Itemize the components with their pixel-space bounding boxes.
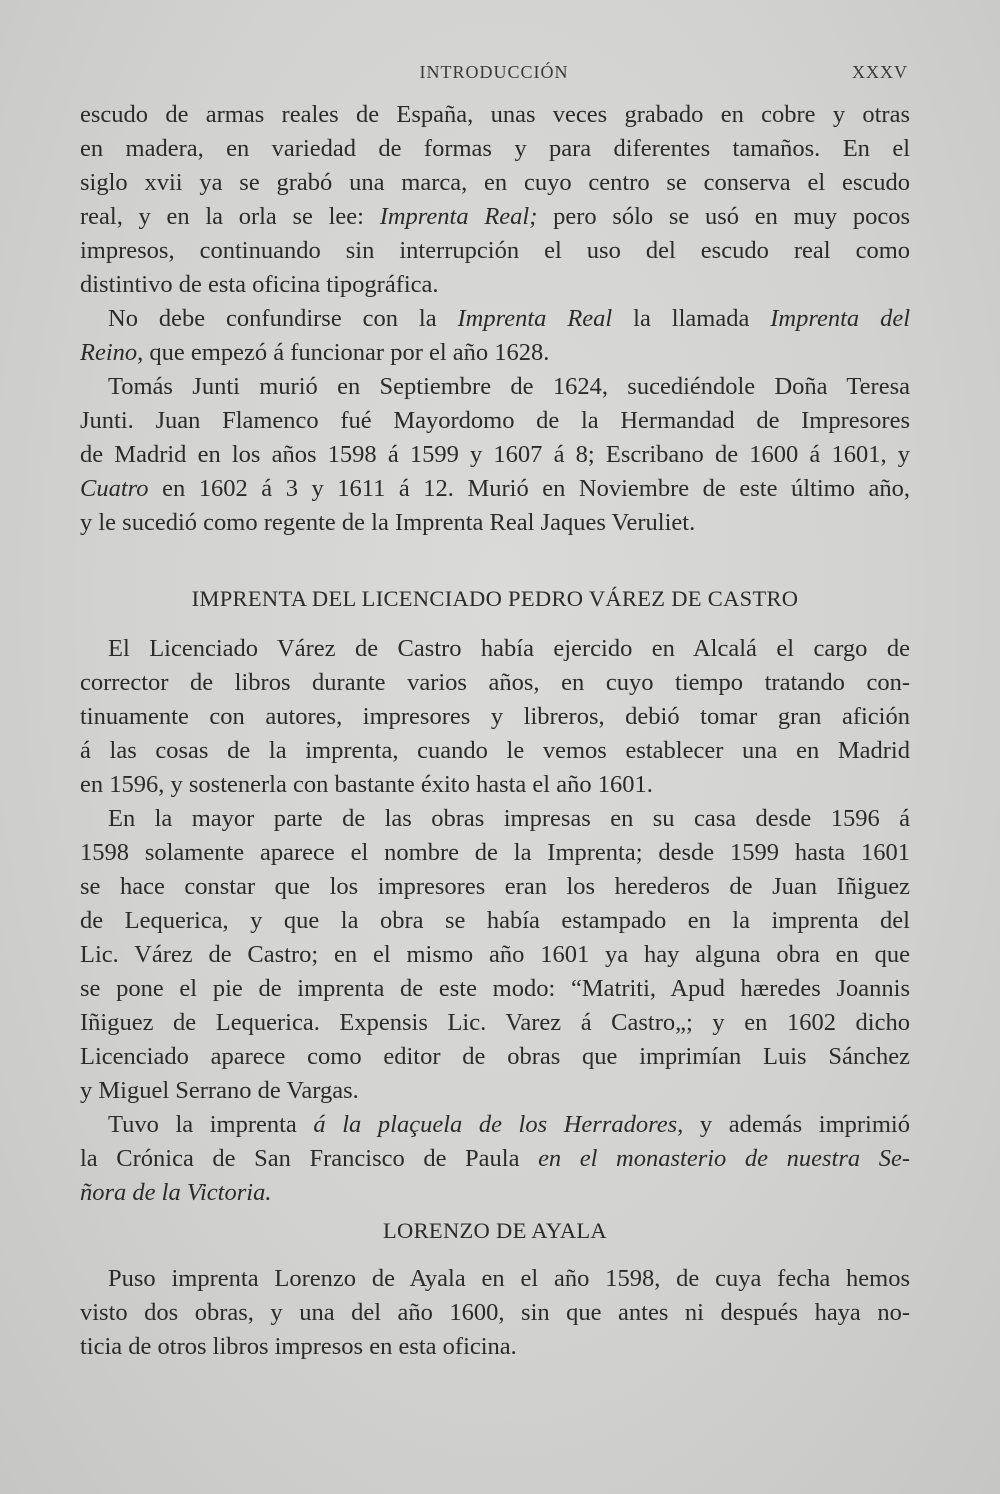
text-line: y le sucedió como regente de la Imprenta Real Jaques Veruliet. [80,509,696,536]
text-line: Tomás Junti murió en Septiembre de 1624, sucediéndole Doña Teresa [108,373,910,400]
text-span: la llamada [612,305,771,332]
text-line: 1598 solamente aparece el nombre de la Imprenta; desde 1599 hasta 1601 [80,839,910,866]
paragraph-ayala [80,1262,910,1364]
text-span: la Crónica de San Francisco de Paula [80,1145,539,1172]
text-line: corrector de libros durante varios años, en cuyo tiempo tratando con- [80,669,910,696]
text-line [80,472,910,506]
text-line: El Licenciado Várez de Castro había ejercido en Alcalá el cargo de [108,635,910,662]
paragraph-escudo [80,98,910,302]
text-line: á las cosas de la imprenta, cuando le vemos establecer una en Madrid [80,737,910,764]
paragraph-tomas-junti [80,370,910,540]
text-line: siglo xvii ya se grabó una marca, en cuyo centro se conserva el escudo [80,169,910,196]
text-line: impresos, continuando sin interrupción el uso del escudo real como [80,237,910,264]
italic-span: Reino [80,339,138,366]
text-line: Licenciado aparece como editor de obras que imprimían Luis Sánchez [80,1043,910,1070]
text-line [80,336,910,370]
text-line: Junti. Juan Flamenco fué Mayordomo de la Hermandad de Impresores [80,407,910,434]
text-line: distintivo de esta oficina tipográfica. [80,271,439,298]
text-line: en madera, en variedad de formas y para diferentes tamaños. En el [80,135,910,162]
running-header [80,62,908,90]
text-line: ticia de otros libros impresos en esta oficina. [80,1333,517,1360]
text-line: se hace constar que los impresores eran los herederos de Juan Iñiguez [80,873,910,900]
text-line: de Madrid en los años 1598 á 1599 y 1607 á 8; Escribano de 1600 á 1601, y [80,441,910,468]
text-span: real, y en la orla se lee: [80,203,380,230]
section-heading: LORENZO DE AYALA [383,1218,607,1243]
paragraph-varez-intro [80,632,910,802]
text-line: en 1596, y sostenerla con bastante éxito hasta el año 1601. [80,771,653,798]
italic-span: Imprenta del [770,305,911,332]
italic-span: á la plaçuela de los Herradores, [313,1111,684,1138]
body-text [80,98,910,1364]
text-line: se pone el pie de imprenta de este modo: “Matriti, Apud hæredes Joannis [80,975,910,1002]
italic-span: ñora de la Victoria. [80,1179,272,1206]
italic-span: Imprenta Real; [379,203,538,230]
text-line: En la mayor parte de las obras impresas en su casa desde 1596 á [108,805,910,832]
italic-span: Cuatro [80,475,149,502]
text-span: Tuvo la imprenta [108,1111,314,1138]
text-line [80,1108,910,1142]
text-line: Puso imprenta Lorenzo de Ayala en el año 1598, de cuya fecha hemos [108,1265,910,1292]
text-line [80,302,910,336]
paragraph-imprenta-reino [80,302,910,370]
text-span: pero sólo se usó en muy pocos [537,203,910,230]
text-line: y Miguel Serrano de Vargas. [80,1077,359,1104]
text-line [80,200,910,234]
text-line: visto dos obras, y una del año 1600, sin que antes ni después haya no- [80,1299,910,1326]
italic-span: en el monasterio de nuestra Se- [538,1145,910,1172]
text-line [80,1142,910,1176]
text-span: , que empezó á funcionar por el año 1628. [137,339,550,366]
paragraph-herradores [80,1108,910,1210]
section-heading: IMPRENTA DEL LICENCIADO PEDRO VÁREZ DE CASTRO [191,586,799,611]
page-number: XXXV [852,62,908,82]
text-line: Iñiguez de Lequerica. Expensis Lic. Varez á Castro„; y en 1602 dicho [80,1009,910,1036]
text-line: escudo de armas reales de España, unas veces grabado en cobre y otras [80,101,910,128]
text-line: de Lequerica, y que la obra se había estampado en la imprenta del [80,907,910,934]
running-title: INTRODUCCIÓN [419,62,569,82]
paragraph-varez-obras [80,802,910,1108]
text-line: tinuamente con autores, impresores y libreros, debió tomar gran afición [80,703,910,730]
text-span: en 1602 á 3 y 1611 á 12. Murió en Noviembre de este último año, [148,475,910,502]
italic-span: Imprenta Real [457,305,613,332]
text-line: Lic. Várez de Castro; en el mismo año 1601 ya hay alguna obra en que [80,941,910,968]
text-span: No debe confundirse con la [108,305,458,332]
text-span: y además imprimió [683,1111,910,1138]
text-line [80,1176,910,1210]
